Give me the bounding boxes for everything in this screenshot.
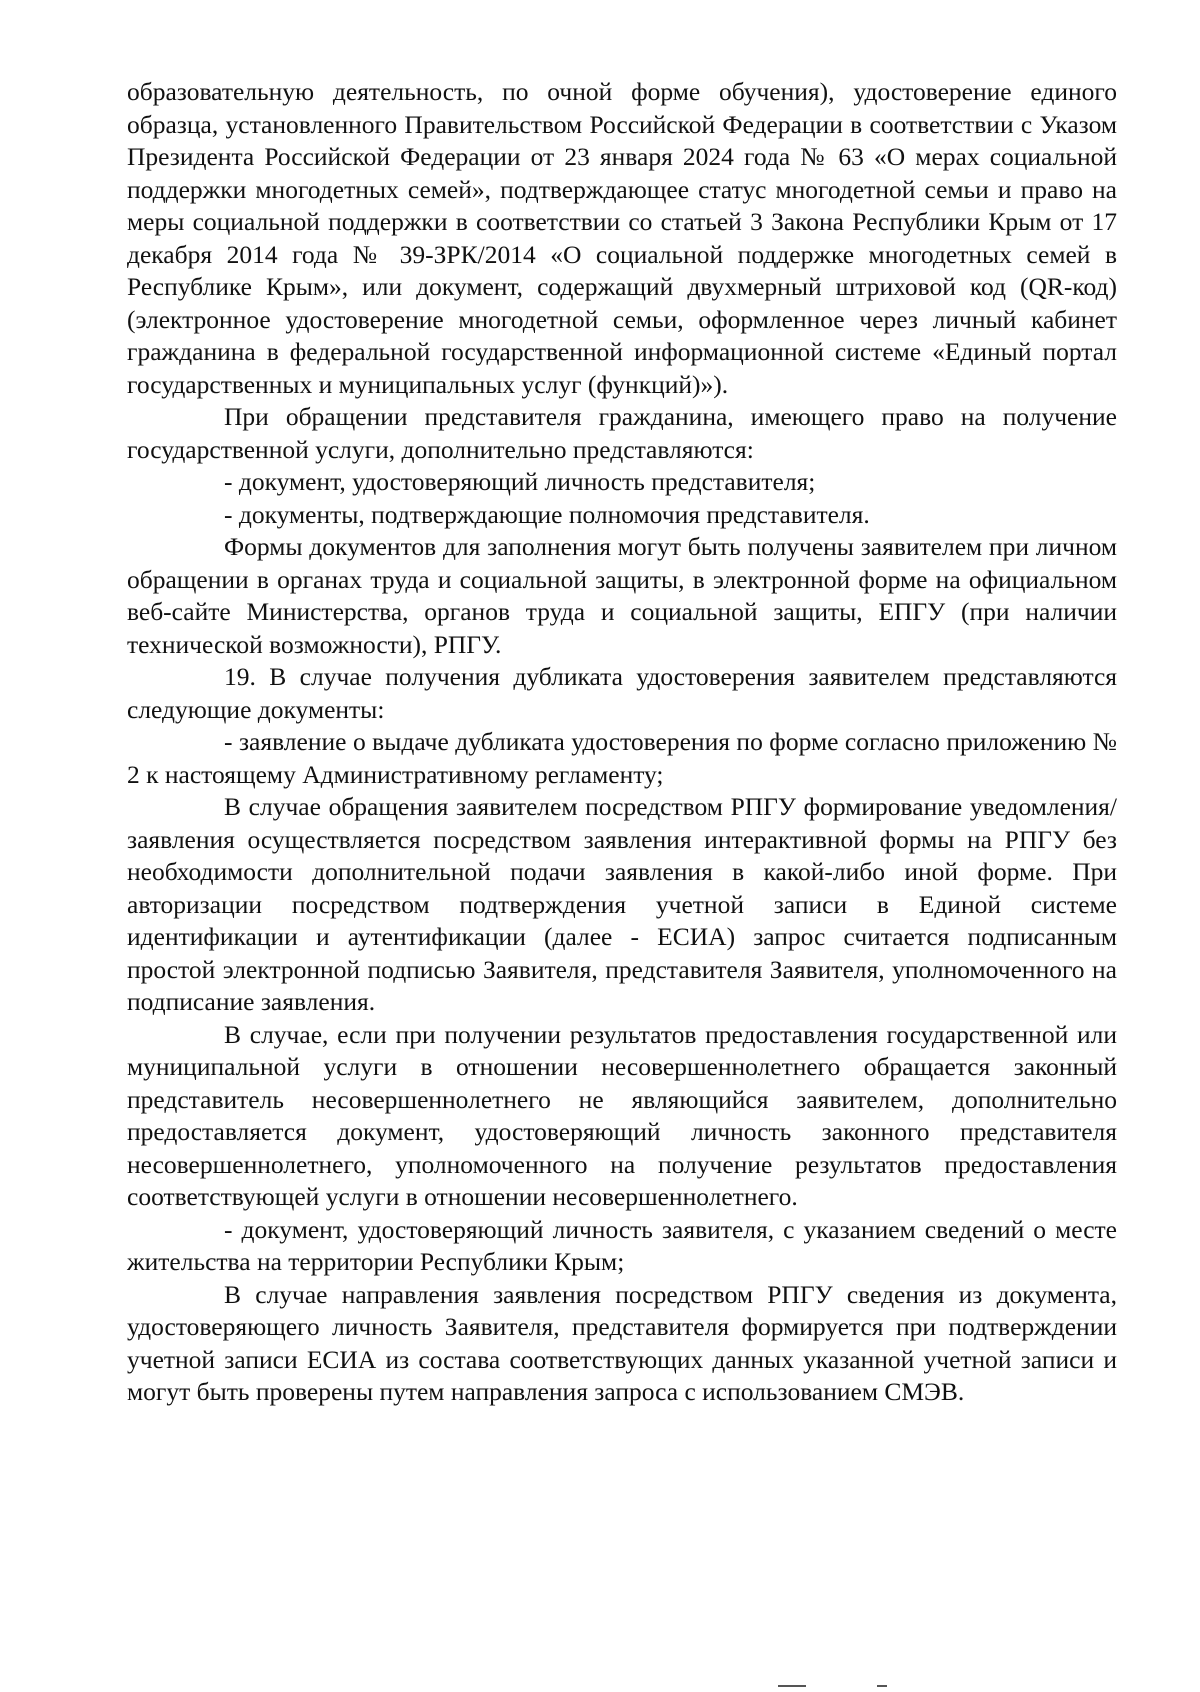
list-item-representative-authority: - документы, подтверждающие полномочия представителя. bbox=[224, 499, 870, 529]
document-body bbox=[127, 76, 1117, 1409]
list-item-applicant-id: - документ, удостоверяющий личность заявителя, с указанием сведений о месте жительства на территории Республики Крым; bbox=[127, 1214, 1117, 1276]
paragraph-rpgu-application: В случае обращения заявителем посредством РПГУ формирование уведомления/заявления осуществляется посредством заявления интерактивной формы на РПГУ без необходимости дополнительной подачи заявления в какой-либо иной форме. При авторизации посредством подтверждения учетной записи в Единой системе идентификации и аутентификации (далее - ЕСИА) запрос считается подписанным простой электронной подписью Заявителя, представителя Заявителя, уполномоченного на подписание заявления. bbox=[127, 792, 1117, 1016]
paragraph-document-forms: Формы документов для заполнения могут быть получены заявителем при личном обращении в органах труда и социальной защиты, в электронной форме на официальном веб-сайте Министерства, органов труда и социальной защиты, ЕПГУ (при наличии технической возможности), РПГУ. bbox=[127, 532, 1117, 659]
list-item-representative-id: - документ, удостоверяющий личность представителя; bbox=[224, 467, 816, 496]
footer-scan-mark bbox=[877, 1685, 887, 1687]
paragraph-certificate-continuation: образовательную деятельность, по очной форме обучения), удостоверение единого образца, установленного Правительством Российской Федерации в соответствии с Указом Президента Российской Федерации от 23 января 2024 года № 63 «О мерах социальной поддержки многодетных семей», подтверждающее статус многодетной семьи и право на меры социальной поддержки в соответствии со статьей 3 Закона Республики Крым от 17 декабря 2014 года № 39-ЗРК/2014 «О социальной поддержке многодетных семей в Республике Крым», или документ, содержащий двухмерный штриховой код (QR-код) (электронное удостоверение многодетной семьи, оформленное через личный кабинет гражданина в федеральной государственной информационной системе «Единый портал государственных и муниципальных услуг (функций)»). bbox=[127, 77, 1117, 399]
footer-scan-mark bbox=[778, 1685, 806, 1687]
paragraph-section-19: 19. В случае получения дубликата удостоверения заявителем представляются следующие документы: bbox=[127, 662, 1117, 724]
paragraph-esia-verification: В случае направления заявления посредством РПГУ сведения из документа, удостоверяющего личность Заявителя, представителя формируется при подтверждении учетной записи ЕСИА из состава соответствующих данных указанной учетной записи и могут быть проверены путем направления запроса с использованием СМЭВ. bbox=[127, 1279, 1117, 1406]
list-item-duplicate-application: - заявление о выдаче дубликата удостоверения по форме согласно приложению № 2 к настоящему Административному регламенту; bbox=[127, 727, 1117, 789]
paragraph-representative-intro: При обращении представителя гражданина, имеющего право на получение государственной услуги, дополнительно представляются: bbox=[127, 402, 1117, 464]
paragraph-minor-representative: В случае, если при получении результатов предоставления государственной или муниципальной услуги в отношении несовершеннолетнего обращается законный представитель несовершеннолетнего не являющийся заявителем, дополнительно предоставляется документ, удостоверяющий личность законного представителя несовершеннолетнего, уполномоченного на получение результатов предоставления соответствующей услуги в отношении несовершеннолетнего. bbox=[127, 1019, 1117, 1211]
